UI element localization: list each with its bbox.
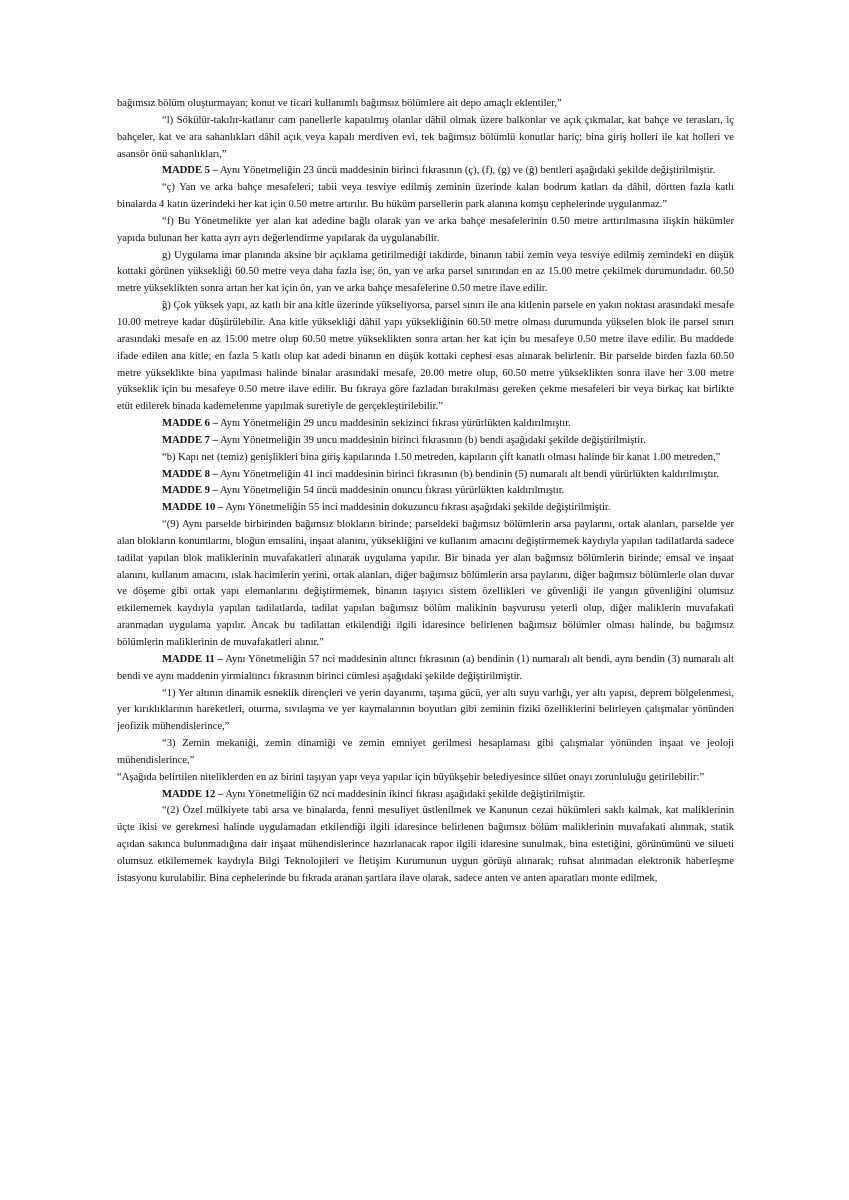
paragraph <box>117 686 734 737</box>
paragraph-text: Aynı Yönetmeliğin 41 inci maddesinin birinci fıkrasının (b) bendinin (5) numaralı alt bendi yürürlükten kaldırılmıştır. <box>217 468 720 480</box>
paragraph <box>117 180 734 214</box>
paragraph-text: Aynı Yönetmeliğin 29 uncu maddesinin sekizinci fıkrası yürürlükten kaldırılmıştır. <box>217 418 571 430</box>
paragraph-text: Aynı Yönetmeliğin 23 üncü maddesinin birinci fıkrasının (ç), (f), (g) ve (ğ) bentleri aşağıdaki şekilde değiştirilmiştir. <box>217 165 716 177</box>
paragraph <box>117 214 734 248</box>
paragraph-text: Aynı Yönetmeliğin 62 nci maddesinin ikinci fıkrası aşağıdaki şekilde değiştirilmiştir. <box>223 788 586 800</box>
paragraph <box>117 517 734 652</box>
paragraph-text: “f) Bu Yönetmelikte yer alan kat adedine bağlı olarak yan ve arka bahçe mesafelerinin 0.50 metre arttırılmasına ilişkin hükümler yapıda bulunan her katta ayrı ayrı değerlendirme yapılarak da uygulanabilir. <box>117 215 734 244</box>
paragraph <box>117 450 734 467</box>
article-label: MADDE 10 – <box>162 502 224 514</box>
article-paragraph <box>117 483 734 500</box>
paragraph-text: “ç) Yan ve arka bahçe mesafeleri; tabii veya tesviye edilmiş zeminin üzerinde kalan bodrum katları da dâhil, dörtten fazla katlı binalarda 4 katın üzerindeki her kat için 0.50 metre artırılır. Bu hüküm parsellerin park alanına komşu cephelerinde uygulanmaz.” <box>117 182 734 211</box>
paragraph-text: Aynı Yönetmeliğin 55 inci maddesinin dokuzuncu fıkrası aşağıdaki şekilde değiştirilmiştir. <box>223 502 611 514</box>
paragraph-text: “(9) Aynı parselde birbirinden bağımsız blokların birinde; parseldeki bağımsız bölümlerin arsa paylarını, ortak alanları, parselde yer alan blokların konumlarını, bloğun emsalini, inşaat alanını, yüksekliğini ve kullanım amacını değiştirmemek kaydıyla yapılan tadilatlarda sadece tadilat yapılan blok maliklerinin muvafakatleri alınarak uygulama yapılır. Bir binada yer alan bağımsız bölümlerin birinde; emsal ve inşaat alanını, kullanım amacını, ıslak hacimlerin yerini, ortak alanları, diğer bağımsız bölümlerin arsa paylarını, diğer bağımsız bölümlerle olan duvar ve döşeme gibi ortak yapı elemanlarını değiştirmemek, binanın taşıyıcı sistem özellikleri ve güvenliği ile yangın güvenliğini olumsuz etkilememek kaydıyla yapılan tadilatlarda, tadilat yapılan bağımsız bölüm malikinin başvurusu yeterli olup, diğer maliklerin muvafakati aranmadan uygulama yapılır. Ancak bu tadilattan etkilendiği ilgili idaresince belirlenen bağımsız bölümler olması halinde, bu bağımsız bölümlerin maliklerinin de muvafakatleri alınır.” <box>117 519 734 648</box>
paragraph-text: “3) Zemin mekaniği, zemin dinamiği ve zemin emniyet gerilmesi hesaplaması gibi çalışmalar yönünden inşaat ve jeoloji mühendislerince,” <box>117 738 734 766</box>
article-paragraph <box>117 416 734 433</box>
paragraph <box>117 248 734 299</box>
paragraph <box>117 770 734 787</box>
article-paragraph <box>117 787 734 804</box>
paragraph-text: “(2) Özel mülkiyete tabi arsa ve binalarda, fenni mesuliyet üstlenilmek ve Kanunun cezai hükümleri saklı kalmak, kat maliklerinin üçte ikisi ve gerekmesi halinde uygulamadan etkilendiği ilgili idaresince belirlenen bağımsız bölüm maliklerinin muvafakati alınmak, statik açıdan sakınca bulunmadığına dair inşaat mühendislerince hazırlanacak rapor ilgili idaresine sunulmak, bina estetiğini, görünümünü ve silueti olumsuz etkilememek kaydıyla Bilgi Teknolojileri ve İletişim Kurumunun uygun görüşü alınarak; ruhsat alınmadan elektronik haberleşme istasyonu kurulabilir. Bina cephelerinde bu fıkrada aranan şartlara ilave olarak, sadece anten ve anten aparatları monte edilmek, <box>117 805 734 884</box>
document-body <box>117 96 734 888</box>
article-label: MADDE 5 – <box>162 165 218 177</box>
article-label: MADDE 12 – <box>162 788 224 800</box>
paragraph <box>117 803 734 887</box>
paragraph-text: “l) Sökülür-takılır-katlanır cam panellerle kapatılmış olanlar dâhil olmak üzere balkonlar ve açık çıkmalar, kat bahçe ve terasları, iç bahçeler, kat ve ara sahanlıkları dâhil açık veya kapalı merdiven evi, tek bağımsız bölümlü konutlar hariç; bina giriş holleri ile kat holleri ve asansör önü sahanlıkları,” <box>117 114 734 160</box>
paragraph-text: Aynı Yönetmeliğin 39 uncu maddesinin birinci fıkrasının (b) bendi aşağıdaki şekilde değiştirilmiştir. <box>217 434 646 446</box>
paragraph-text: Aynı Yönetmeliğin 54 üncü maddesinin onuncu fıkrası yürürlükten kaldırılmıştır. <box>217 485 565 497</box>
paragraph-text: “Aşağıda belirtilen niteliklerden en az birini taşıyan yapı veya yapılar için büyükşehir belediyesince silüet onayı zorunluluğu getirilebilir:” <box>117 771 705 783</box>
article-paragraph <box>117 163 734 180</box>
article-label: MADDE 9 – <box>162 485 218 497</box>
paragraph-text: Aynı Yönetmeliğin 57 nci maddesinin altıncı fıkrasının (a) bendinin (1) numaralı alt bendi, aynı bendin (3) numaralı alt bendi ve aynı maddenin yirmialtıncı fıkrasının birinci cümlesi aşağıdaki şekilde değiştirilmiştir. <box>117 653 734 682</box>
paragraph-text: “1) Yer altının dinamik esneklik dirençleri ve yerin dayanımı, taşıma gücü, yer altı suyu varlığı, yer altı yapısı, deprem bölgelenmesi, yer kırıklıklarının hareketleri, oturma, sıvılaşma ve yer kaymalarının boyutları gibi zeminin fizikî özelliklerini belirleyen çalışmalar yönünden jeofizik mühendislerince,” <box>117 687 734 733</box>
paragraph-text: ğ) Çok yüksek yapı, az katlı bir ana kitle üzerinde yükseliyorsa, parsel sınırı ile ana kitlenin parsele en yakın noktası arasındaki mesafe 10.00 metreye kadar düşürülebilir. Ana kitle yüksekliği dâhil yapı yüksekliğinin 60.50 metre olması durumunda yükselen blok ile parsel sınırı arasındaki mesafe en az 15.00 metre olup 60.50 metre yükseklikten sonra artan her kat için bu mesafeye 0.50 metre ilave edilir. Bu maddede ifade edilen ana kitle; en fazla 5 katlı olup kat adedi binanın en düşük kottaki cephesi esas alınarak belirlenir. Bir parselde birden fazla 60.50 metre yükseklikte bina yapılması halinde binalar arasındaki mesafe, 20.00 metre olup, 60.50 metre yükseklikten sonra ilave her 3.00 metre yükseklik için bu mesafeye 0.50 metre ilave edilir. Bu fıkraya göre fazladan bırakılması gereken çekme mesafeleri bir veya birkaç kat birlikte etüt edilerek binada kademelenme yapılmak suretiyle de gerçekleştirilebilir.” <box>117 300 734 413</box>
paragraph <box>117 736 734 770</box>
paragraph <box>117 113 734 164</box>
paragraph <box>117 96 734 113</box>
article-label: MADDE 6 – <box>162 418 218 430</box>
paragraph-text: g) Uygulama imar planında aksine bir açıklama getirilmediği takdirde, binanın tabii zemin veya tesviye edilmiş zemindeki en düşük kottaki görünen yüksekliği 60.50 metre veya daha fazla ise; ön, yan ve arka parsel sınırından en az 15.00 metre çekilmek durumundadır. 60.50 metre yükseklikten sonra artan her kat için ön, yan ve arka bahçe mesafelerine 0.50 metre ilave edilir. <box>117 249 734 295</box>
article-paragraph <box>117 433 734 450</box>
article-label: MADDE 11 – <box>162 653 223 665</box>
article-paragraph <box>117 500 734 517</box>
article-paragraph <box>117 467 734 484</box>
article-paragraph <box>117 652 734 686</box>
paragraph-text: “b) Kapı net (temiz) genişlikleri bina giriş kapılarında 1.50 metreden, kapıların çift kanatlı olması halinde bir kanat 1.00 metreden,” <box>162 451 721 463</box>
paragraph-text: bağımsız bölüm oluşturmayan; konut ve ticari kullanımlı bağımsız bölümlere ait depo amaçlı eklentiler,” <box>117 98 562 109</box>
article-label: MADDE 8 – <box>162 468 218 480</box>
article-label: MADDE 7 – <box>162 434 218 446</box>
paragraph <box>117 298 734 416</box>
